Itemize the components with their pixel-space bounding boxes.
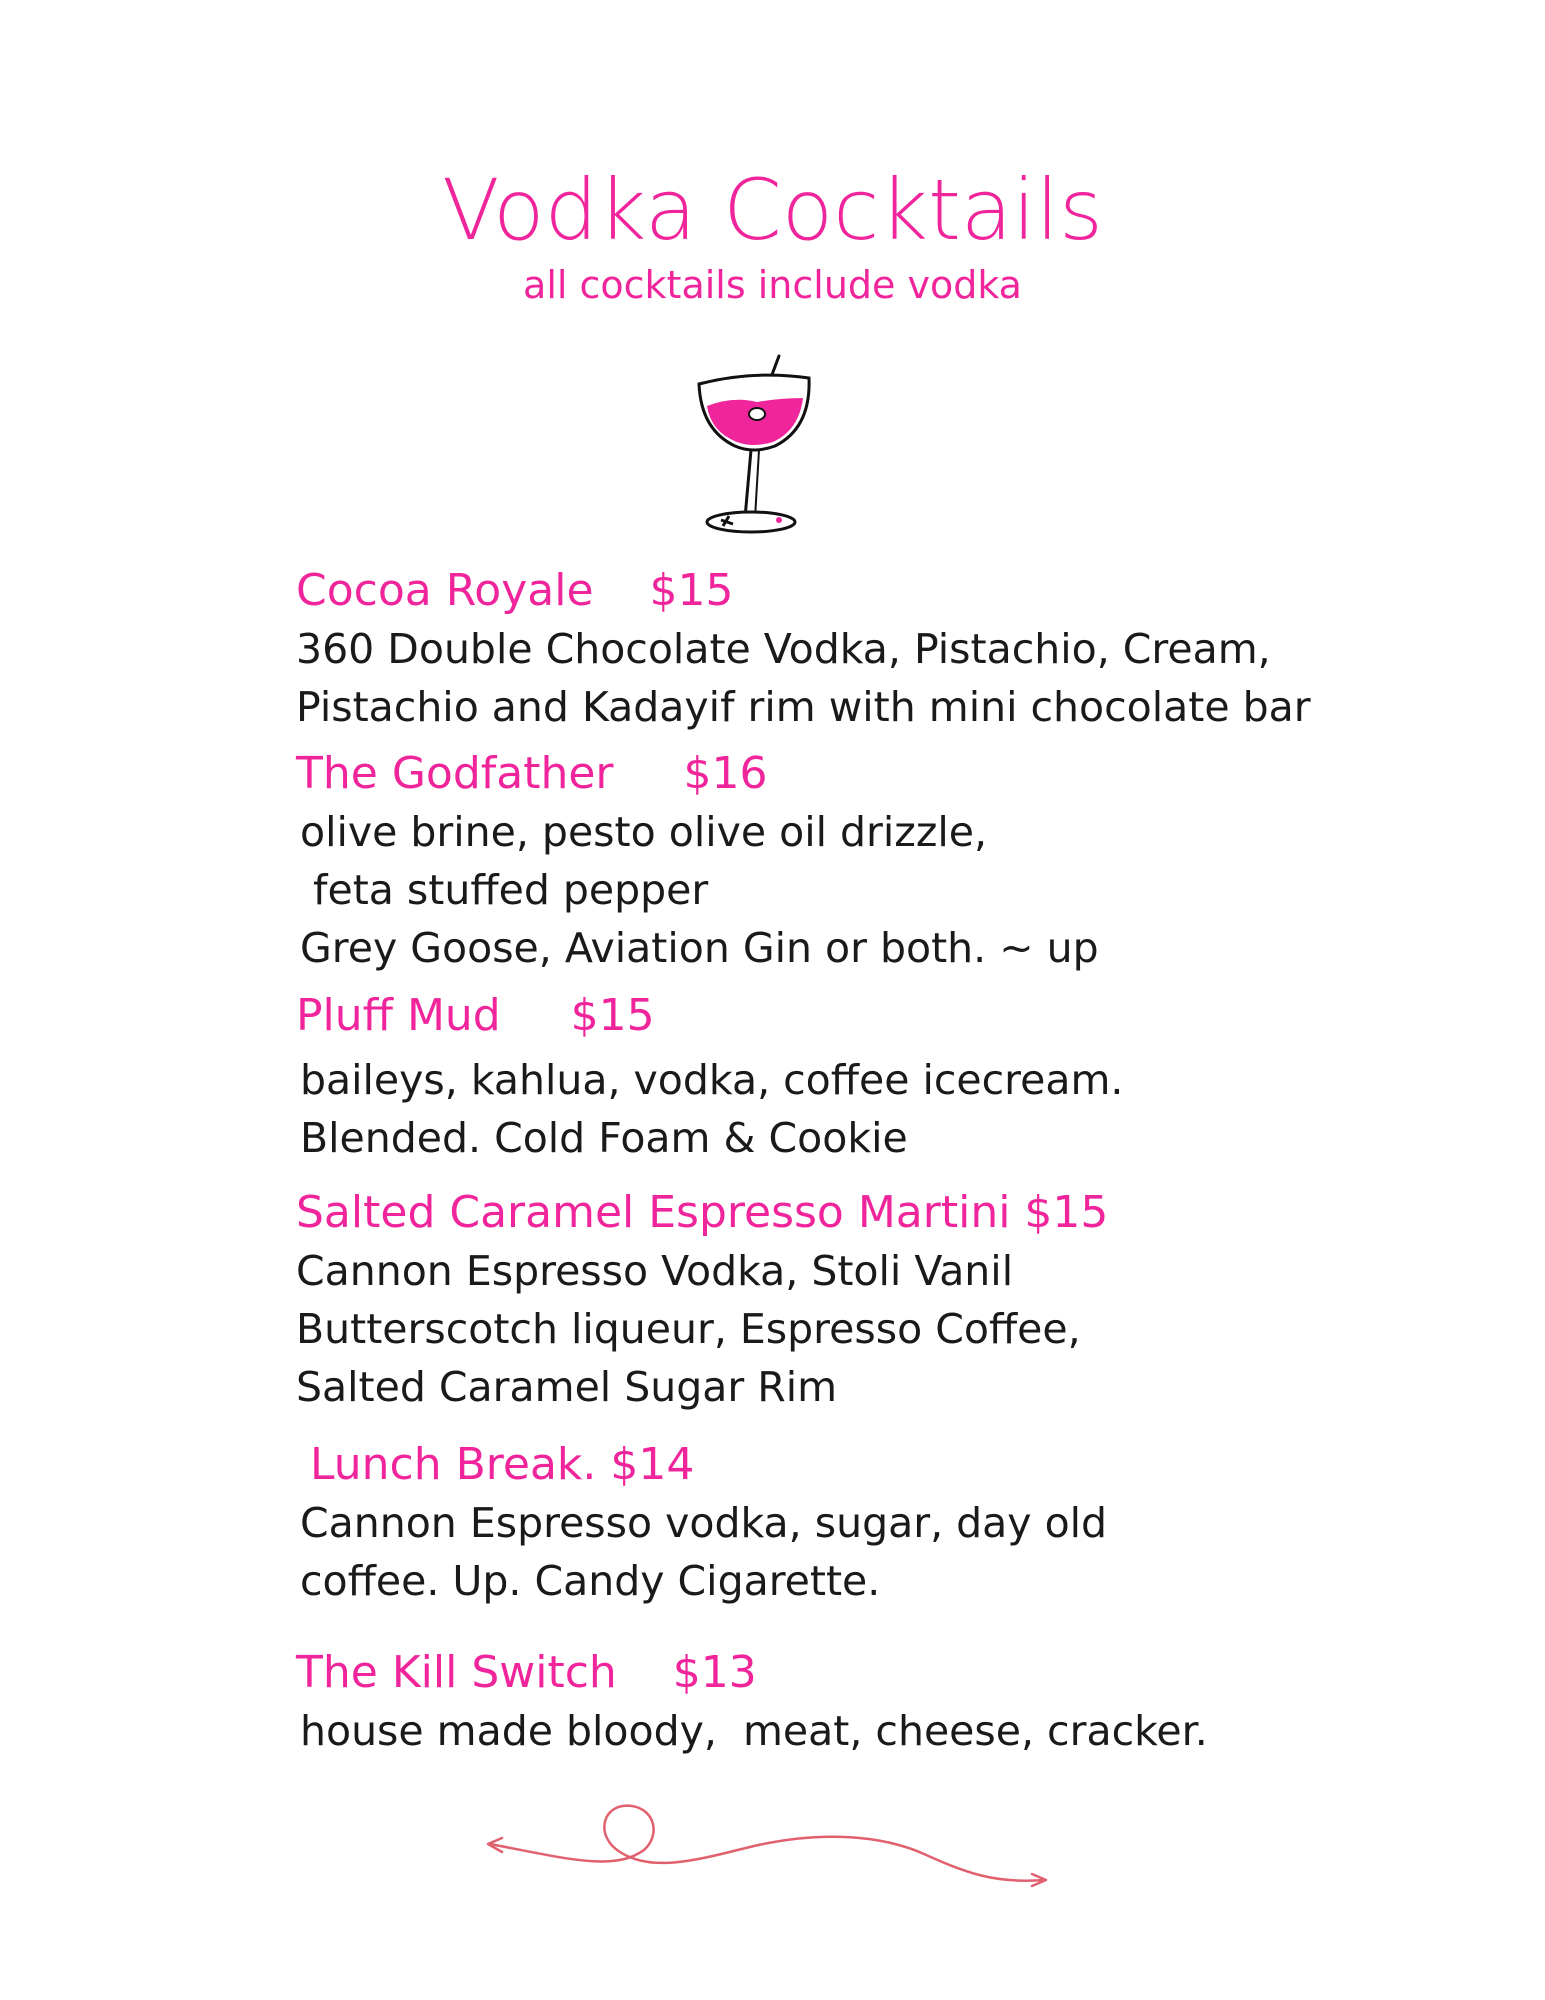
menu-item-description: Butterscotch liqueur, Espresso Coffee,	[296, 1305, 1081, 1353]
menu-item	[296, 562, 1496, 736]
menu-item-description: Pistachio and Kadayif rim with mini chocolate bar	[296, 683, 1311, 731]
menu-item-description: coffee. Up. Candy Cigarette.	[300, 1557, 881, 1605]
menu-item-name: Lunch Break. $14	[296, 1439, 695, 1490]
flourish-divider-icon	[484, 1780, 1056, 1890]
menu-item-description: olive brine, pesto olive oil drizzle,	[300, 808, 987, 856]
menu-item-name: Pluff Mud $15	[296, 990, 655, 1041]
menu-item-description: Cannon Espresso vodka, sugar, day old	[300, 1499, 1108, 1547]
menu-item	[296, 1184, 1496, 1416]
menu-item-name: The Godfather $16	[296, 748, 768, 799]
menu-item-description: Salted Caramel Sugar Rim	[296, 1363, 838, 1411]
menu-item-name: Salted Caramel Espresso Martini $15	[296, 1187, 1109, 1238]
menu-item-description: Cannon Espresso Vodka, Stoli Vanil	[296, 1247, 1014, 1295]
page-subtitle: all cocktails include vodka	[523, 263, 1022, 307]
menu-item-description: feta stuffed pepper	[300, 866, 709, 914]
menu-item	[296, 745, 1496, 977]
menu-item	[296, 987, 1496, 1167]
menu-item-description: Grey Goose, Aviation Gin or both. ~ up	[300, 924, 1099, 972]
menu-item-name: Cocoa Royale $15	[296, 565, 734, 616]
menu-item	[296, 1644, 1496, 1760]
cocktail-glass-icon	[693, 348, 815, 538]
menu-item-description: house made bloody, meat, cheese, cracker.	[300, 1707, 1208, 1755]
menu-item-description: baileys, kahlua, vodka, coffee icecream.	[300, 1056, 1124, 1104]
menu-item-description: Blended. Cold Foam & Cookie	[300, 1114, 908, 1162]
menu-item	[296, 1436, 1496, 1610]
menu-item-description: 360 Double Chocolate Vodka, Pistachio, Cream,	[296, 625, 1271, 673]
page-title: Vodka Cocktails	[442, 161, 1103, 259]
menu-item-name: The Kill Switch $13	[296, 1647, 757, 1698]
